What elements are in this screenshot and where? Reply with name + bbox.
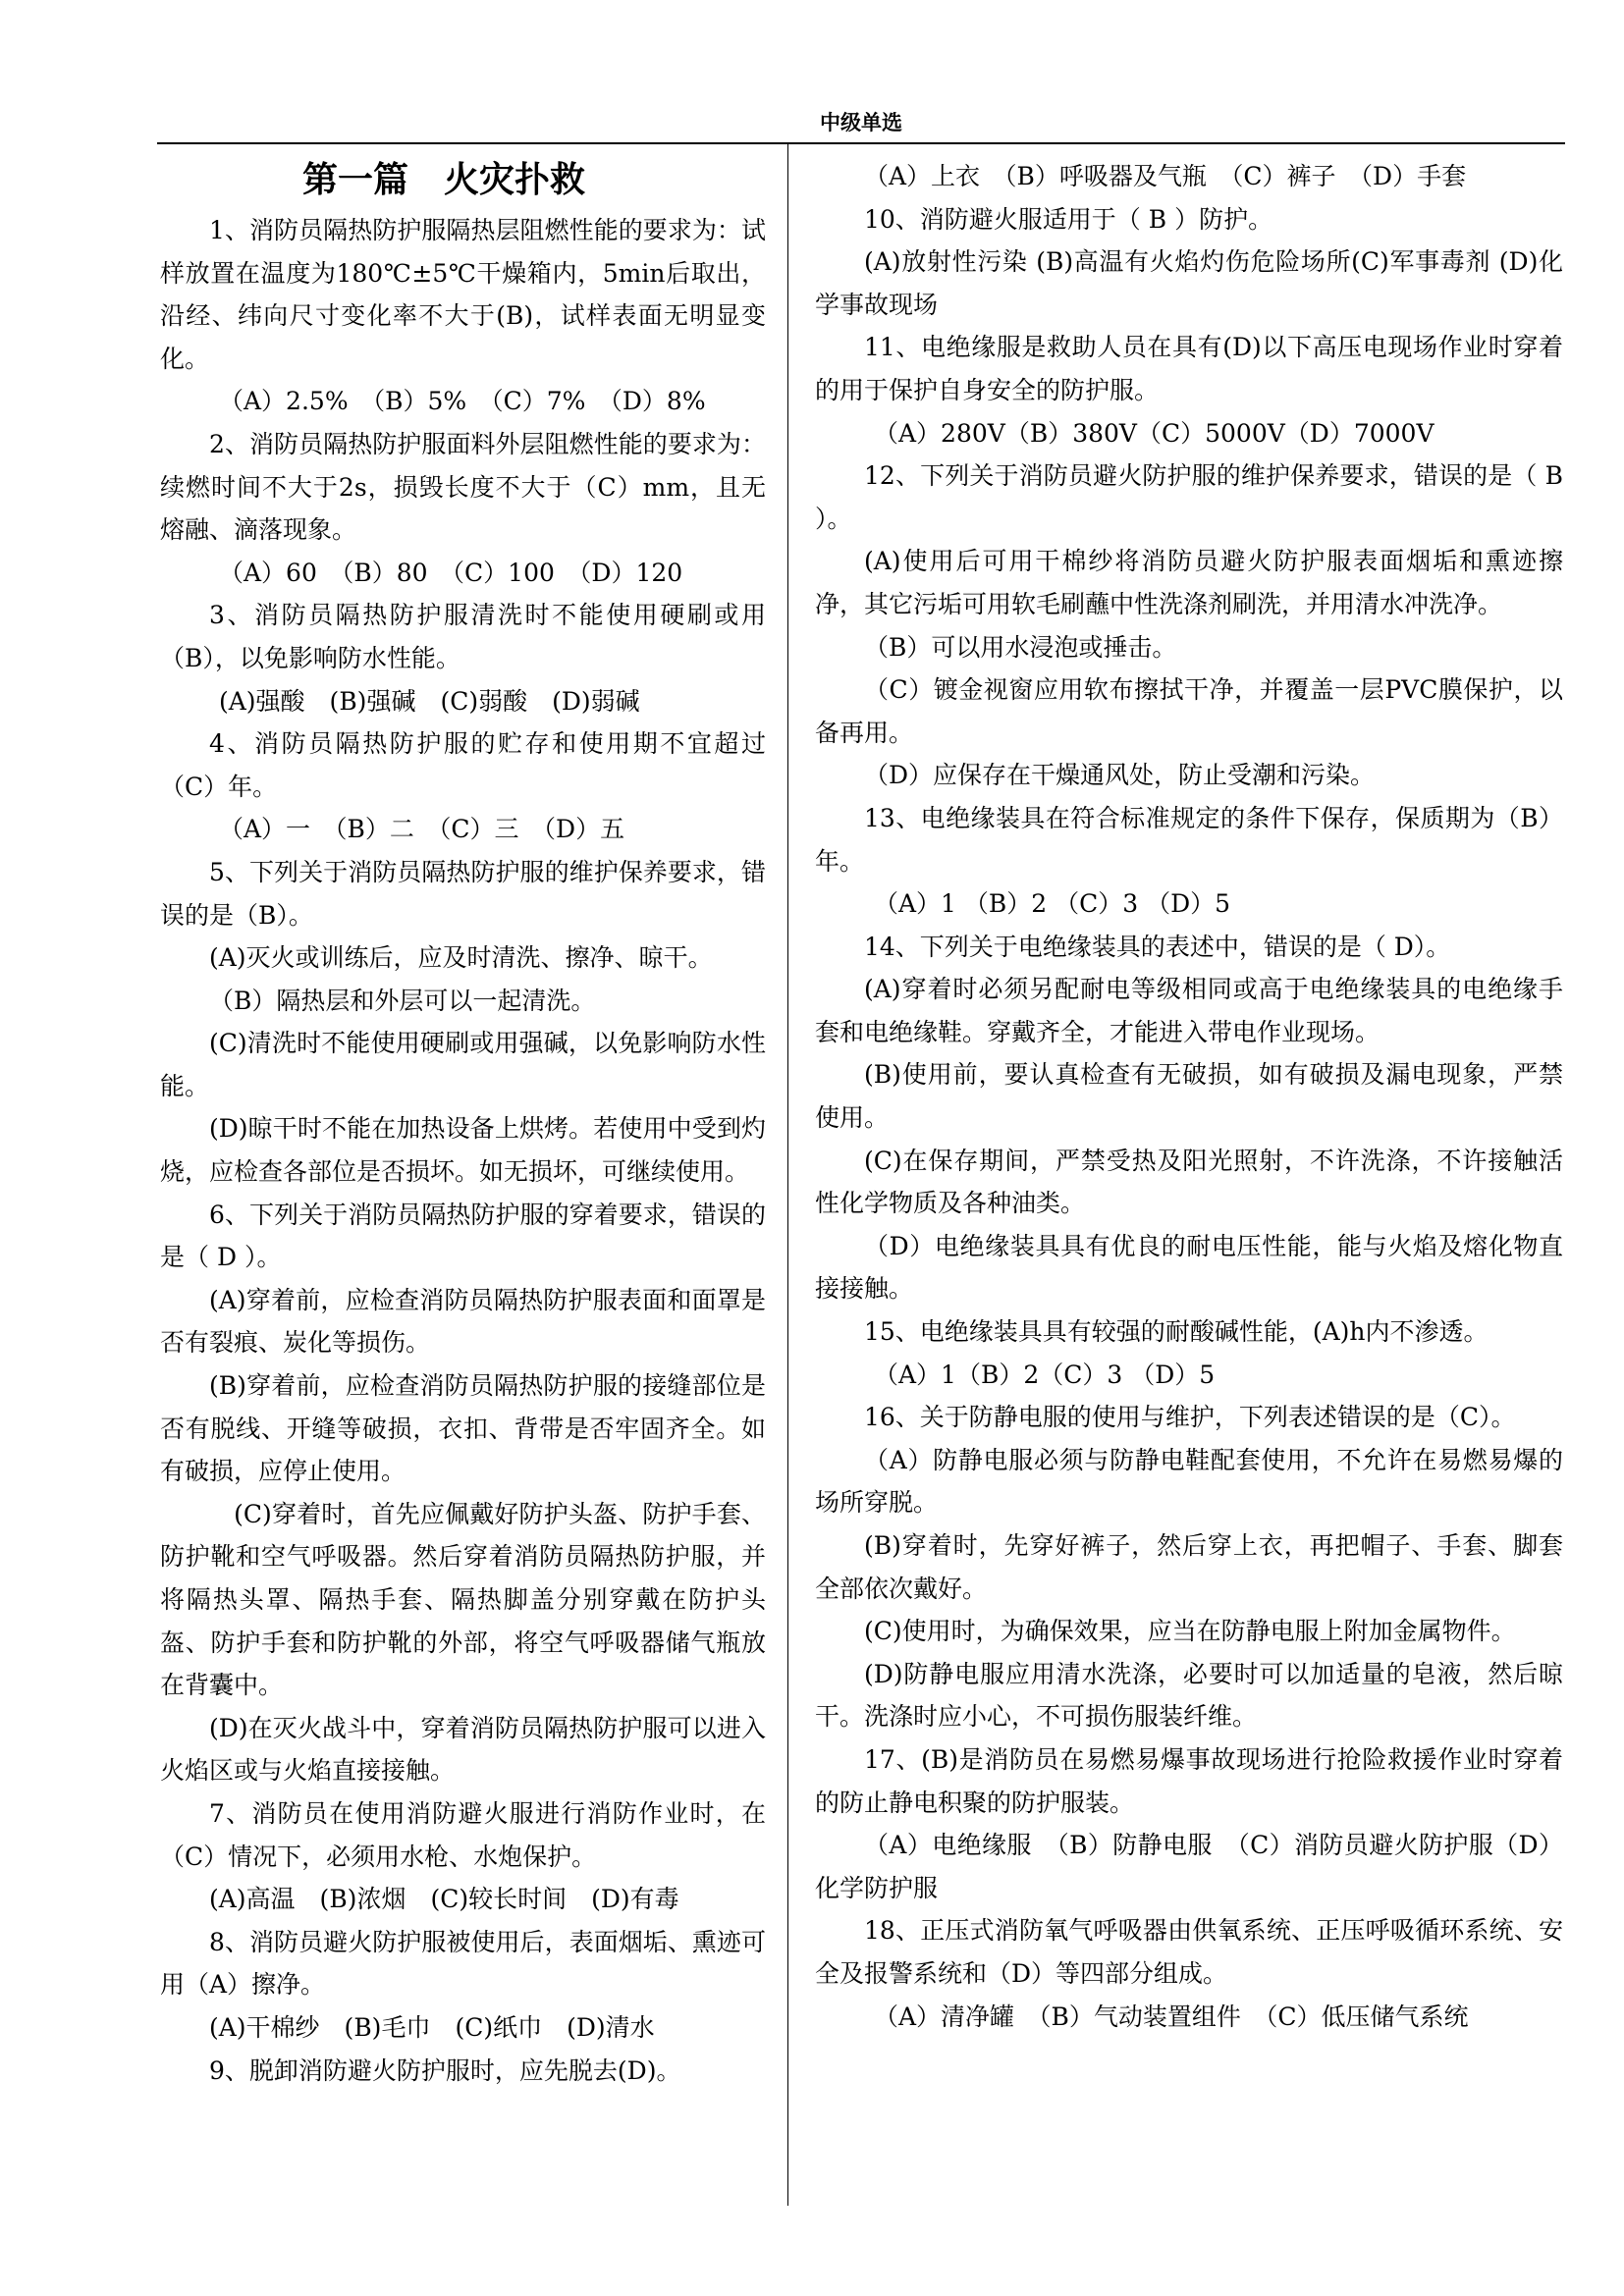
answer-options: (A)强酸 (B)强碱 (C)弱酸 (D)弱碱: [219, 686, 640, 716]
question-stem: 6、下列关于消防员隔热防护服的穿着要求，错误的是（ D ）。: [160, 1200, 766, 1272]
answer-options: (C)清洗时不能使用硬刷或用强碱，以免影响防水性能。: [160, 1029, 766, 1100]
answer-options: (B)穿着时，先穿好裤子，然后穿上衣，再把帽子、手套、脚套全部依次戴好。: [815, 1531, 1563, 1603]
answer-options: (D)防静电服应用清水洗涤，必要时可以加适量的皂液，然后晾干。洗涤时应小心，不可损伤服装纤维。: [815, 1659, 1563, 1732]
answer-options: （B）可以用水浸泡或捶击。: [864, 632, 1177, 662]
answer-options: （A）280V（B）380V（C）5000V（D）7000V: [874, 418, 1435, 448]
question-stem: 18、正压式消防氧气呼吸器由供氧系统、正压呼吸循环系统、安全及报警系统和（D）等四部分组成。: [815, 1916, 1563, 1988]
header-rule: [157, 142, 1565, 144]
answer-options: （D）电绝缘装具具有优良的耐电压性能，能与火焰及熔化物直接接触。: [815, 1231, 1563, 1304]
answer-options: （A）清净罐 （B）气动装置组件 （C）低压储气系统: [874, 2002, 1469, 2031]
answer-options: （A）1（B）2（C）3 （D）5: [874, 1360, 1216, 1389]
question-stem: 17、(B)是消防员在易燃易爆事故现场进行抢险救援作业时穿着的防止静电积聚的防护服装。: [815, 1744, 1563, 1817]
answer-options: (A)干棉纱 (B)毛巾 (C)纸巾 (D)清水: [209, 2012, 655, 2042]
question-stem: 11、电绝缘服是救助人员在具有(D)以下高压电现场作业时穿着的用于保护自身安全的防护服。: [815, 333, 1563, 404]
question-stem: 13、电绝缘装具在符合标准规定的条件下保存，保质期为（B）年。: [815, 803, 1563, 876]
answer-options: (A)穿着前，应检查消防员隔热防护服表面和面罩是否有裂痕、炭化等损伤。: [160, 1285, 766, 1358]
question-stem: 16、关于防静电服的使用与维护，下列表述错误的是（C）。: [864, 1403, 1516, 1432]
question-stem: 8、消防员避火防护服被使用后，表面烟垢、熏迹可用（A）擦净。: [160, 1927, 766, 2000]
section-title: 第一篇 火灾扑救: [302, 160, 586, 200]
question-stem: 2、消防员隔热防护服面料外层阻燃性能的要求为：续燃时间不大于2s，损毁长度不大于（C）mm，且无熔融、滴落现象。: [160, 429, 766, 545]
answer-options: （A）防静电服必须与防静电鞋配套使用，不允许在易燃易爆的场所穿脱。: [815, 1445, 1563, 1518]
left-question-list: [160, 209, 766, 2092]
question-stem: 1、消防员隔热防护服隔热层阻燃性能的要求为：试样放置在温度为180℃±5℃干燥箱内，5min后取出，沿经、纬向尺寸变化率不大于(B)，试样表面无明显变化。: [160, 216, 766, 373]
answer-options: (B)使用前，要认真检查有无破损，如有破损及漏电现象，严禁使用。: [815, 1060, 1563, 1133]
answer-options: (C)穿着时，首先应佩戴好防护头盔、防护手套、防护靴和空气呼吸器。然后穿着消防员隔热防护服，并将隔热头罩、隔热手套、隔热脚盖分别穿戴在防护头盔、防护手套和防护靴的外部，将空气呼吸器储气瓶放在背囊中。: [160, 1499, 766, 1700]
answer-options: (C)使用时，为确保效果，应当在防静电服上附加金属物件。: [864, 1617, 1516, 1646]
answer-options: （A）上衣 （B）呼吸器及气瓶 （C）裤子 （D）手套: [864, 162, 1467, 190]
question-stem: 9、脱卸消防避火防护服时，应先脱去(D)。: [209, 2056, 681, 2085]
answer-options: (C)在保存期间，严禁受热及阳光照射，不许洗涤，不许接触活性化学物质及各种油类。: [815, 1146, 1563, 1218]
answer-options: (A)穿着时必须另配耐电等级相同或高于电绝缘装具的电绝缘手套和电绝缘鞋。穿戴齐全，才能进入带电作业现场。: [815, 975, 1563, 1046]
page-header: 中级单选: [820, 111, 902, 134]
answer-options: （D）应保存在干燥通风处，防止受潮和污染。: [864, 761, 1376, 790]
question-stem: 14、下列关于电绝缘装具的表述中，错误的是（ D）。: [864, 932, 1451, 961]
question-stem: 10、消防避火服适用于（ B ）防护。: [864, 204, 1273, 234]
question-stem: 7、消防员在使用消防避火服进行消防作业时，在（C）情况下，必须用水枪、水炮保护。: [160, 1798, 766, 1871]
right-question-list: [815, 155, 1563, 2038]
column-divider: [787, 144, 788, 2206]
question-stem: 5、下列关于消防员隔热防护服的维护保养要求，错误的是（B）。: [160, 857, 766, 930]
question-stem: 12、下列关于消防员避火防护服的维护保养要求，错误的是（ B ）。: [815, 461, 1563, 533]
question-stem: 4、消防员隔热防护服的贮存和使用期不宜超过（C）年。: [160, 729, 766, 801]
answer-options: （A）一 （B）二 （C）三 （D）五: [219, 815, 625, 844]
left-column: [160, 152, 766, 2092]
answer-options: (A)使用后可用干棉纱将消防员避火防护服表面烟垢和熏迹擦净，其它污垢可用软毛刷蘸中性洗涤剂刷洗，并用清水冲洗净。: [815, 547, 1563, 618]
answer-options: （B）隔热层和外层可以一起清洗。: [209, 986, 596, 1015]
answer-options: （A）60 （B）80 （C）100 （D）120: [219, 558, 683, 587]
answer-options: （A）电绝缘服 （B）防静电服 （C）消防员避火防护服（D）化学防护服: [815, 1831, 1563, 1902]
answer-options: (A)灭火或训练后，应及时清洗、擦净、晾干。: [209, 943, 713, 973]
answer-options: (D)晾干时不能在加热设备上烘烤。若使用中受到灼烧，应检查各部位是否损坏。如无损坏，可继续使用。: [160, 1114, 766, 1187]
right-column: [815, 155, 1563, 2038]
answer-options: (A)放射性污染 (B)高温有火焰灼伤危险场所(C)军事毒剂 (D)化学事故现场: [815, 247, 1563, 319]
answer-options: (D)在灭火战斗中，穿着消防员隔热防护服可以进入火焰区或与火焰直接接触。: [160, 1713, 766, 1786]
question-stem: 15、电绝缘装具具有较强的耐酸碱性能，(A)h内不渗透。: [864, 1317, 1489, 1347]
question-stem: 3、消防员隔热防护服清洗时不能使用硬刷或用（B），以免影响防水性能。: [160, 601, 766, 672]
answer-options: （A）1 （B）2 （C）3 （D）5: [874, 889, 1231, 919]
answer-options: (B)穿着前，应检查消防员隔热防护服的接缝部位是否有脱线、开缝等破损，衣扣、背带是否牢固齐全。如有破损，应停止使用。: [160, 1371, 766, 1486]
answer-options: （C）镀金视窗应用软布擦拭干净，并覆盖一层PVC膜保护，以备再用。: [815, 675, 1563, 747]
answer-options: （A）2.5% （B）5% （C）7% （D）8%: [219, 387, 706, 416]
answer-options: (A)高温 (B)浓烟 (C)较长时间 (D)有毒: [209, 1885, 679, 1914]
